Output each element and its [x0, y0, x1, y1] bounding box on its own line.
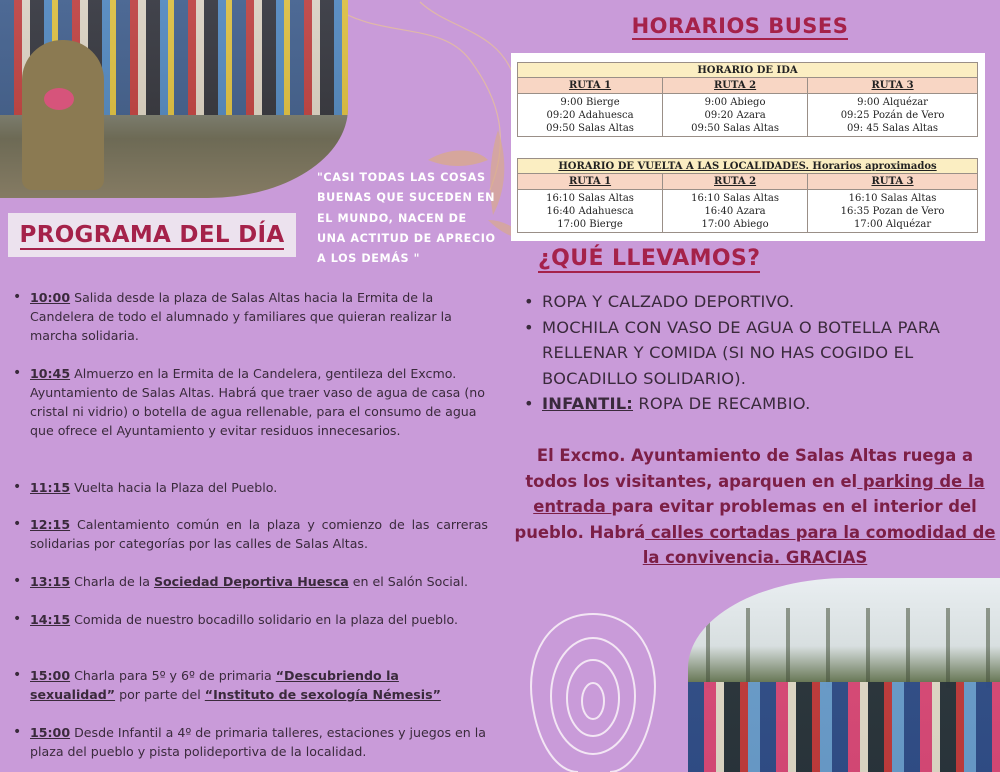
schedule-cell: 9:00 Abiego 09:20 Azara 09:50 Salas Altas [663, 94, 808, 137]
sociedad-deportiva-huesca-link: Sociedad Deportiva Huesca [153, 574, 349, 589]
parking-notice: El Excmo. Ayuntamiento de Salas Altas ruega a todos los visitantes, aparquen en el parking de la entrada para evitar problemas en el interior del pueblo. Habrá calles cortadas para la comodidad de la convivencia. GRACIAS [514, 446, 996, 567]
item-text: Calentamiento común en la plaza y comienzo de las carreras solidarias por categorías por las calles de Salas Altas. [30, 517, 488, 551]
list-item [10, 478, 488, 497]
item-time: 15:00 [30, 725, 71, 740]
vuelta-header: HORARIO DE VUELTA A LAS LOCALIDADES. Horarios aproximados [518, 159, 978, 174]
schedule-cell: 9:00 Alquézar 09:25 Pozán de Vero 09: 45 Salas Altas [808, 94, 978, 137]
item-text: Comida de nuestro bocadillo solidario en la plaza del pueblo. [70, 612, 458, 627]
item-time: 10:00 [30, 290, 71, 305]
item-text: Desde Infantil a 4º de primaria talleres, estaciones y juegos en la plaza del pueblo y pista polideportiva de la localidad. [30, 725, 486, 759]
schedule-cell: 16:10 Salas Altas 16:35 Pozan de Vero 17:00 Alquézar [808, 190, 978, 233]
item-text: por parte del [115, 687, 205, 702]
que-llevamos-title: ¿QUÉ LLEVAMOS? [538, 246, 761, 271]
list-item [10, 288, 488, 345]
ida-table [517, 62, 978, 137]
item-time: 11:15 [30, 480, 71, 495]
item-text: Almuerzo en la Ermita de la Candelera, gentileza del Excmo. Ayuntamiento de Salas Altas. Habrá que traer vaso de agua de casa (no cristal ni vidrio) o botella de agua rellenable, para el consumo de agua que ofrece el Ayuntamiento y evitar residuos innecesarios. [30, 366, 485, 438]
item-time: 15:00 [30, 668, 71, 683]
route-header: RUTA 1 [518, 78, 663, 94]
schedule-cell: 16:10 Salas Altas 16:40 Azara 17:00 Abiego [663, 190, 808, 233]
item-time: 10:45 [30, 366, 71, 381]
list-item: • ROPA Y CALZADO DEPORTIVO. [522, 289, 998, 315]
infantil-label: INFANTIL: [542, 394, 634, 413]
route-header: RUTA 3 [808, 78, 978, 94]
item-text: Vuelta hacia la Plaza del Pueblo. [70, 480, 278, 495]
schedule-cell: 9:00 Bierge 09:20 Adahuesca 09:50 Salas Altas [518, 94, 663, 137]
item-text: Charla de la [70, 574, 154, 589]
bus-schedule-card [511, 53, 985, 241]
item-text: en el Salón Social. [348, 574, 468, 589]
list-item [10, 364, 488, 440]
list-item [10, 666, 488, 704]
item-text: Salida desde la plaza de Salas Altas hacia la Ermita de la Candelera de todo el alumnado y familiares que quieran realizar la marcha solidaria. [30, 290, 452, 343]
list-item: • MOCHILA CON VASO DE AGUA O BOTELLA PARA RELLENAR Y COMIDA (SI NO HAS COGIDO EL BOCADILLO SOLIDARIO). [522, 315, 998, 392]
photo-children-group [0, 0, 348, 198]
fingerprint-decoration-icon [518, 606, 668, 772]
calles-cortadas: calles cortadas para la comodidad de la convivencia. [642, 522, 996, 567]
item-text: Charla para 5º y 6º de primaria [70, 668, 276, 683]
charla-title: “Descubriendo la sexualidad” [30, 668, 399, 702]
item-time: 12:15 [30, 517, 71, 532]
photo-children-park [688, 578, 1000, 772]
item-time: 13:15 [30, 574, 71, 589]
list-item [10, 610, 488, 629]
horarios-title: HORARIOS BUSES [631, 14, 849, 38]
list-item [10, 515, 488, 553]
ida-header: HORARIO DE IDA [518, 63, 978, 78]
llevamos-list [522, 289, 998, 417]
list-item [10, 723, 488, 761]
vuelta-table [517, 158, 978, 233]
instituto-name: “Instituto de sexología Némesis” [204, 687, 441, 702]
item-time: 14:15 [30, 612, 71, 627]
route-header: RUTA 1 [518, 174, 663, 190]
route-header: RUTA 3 [808, 174, 978, 190]
list-item: • INFANTIL: ROPA DE RECAMBIO. [522, 391, 998, 417]
schedule-cell: 16:10 Salas Altas 16:40 Adahuesca 17:00 Bierge [518, 190, 663, 233]
list-item [10, 572, 488, 591]
parking-entrada: parking de la entrada [533, 471, 985, 516]
route-header: RUTA 2 [663, 78, 808, 94]
quote-text: "CASI TODAS LAS COSAS BUENAS QUE SUCEDEN EN EL MUNDO, NACEN DE UNA ACTITUD DE APRECIO A LOS DEMÁS " [317, 171, 496, 266]
programa-title: PROGRAMA DEL DÍA [19, 222, 285, 248]
route-header: RUTA 2 [663, 174, 808, 190]
